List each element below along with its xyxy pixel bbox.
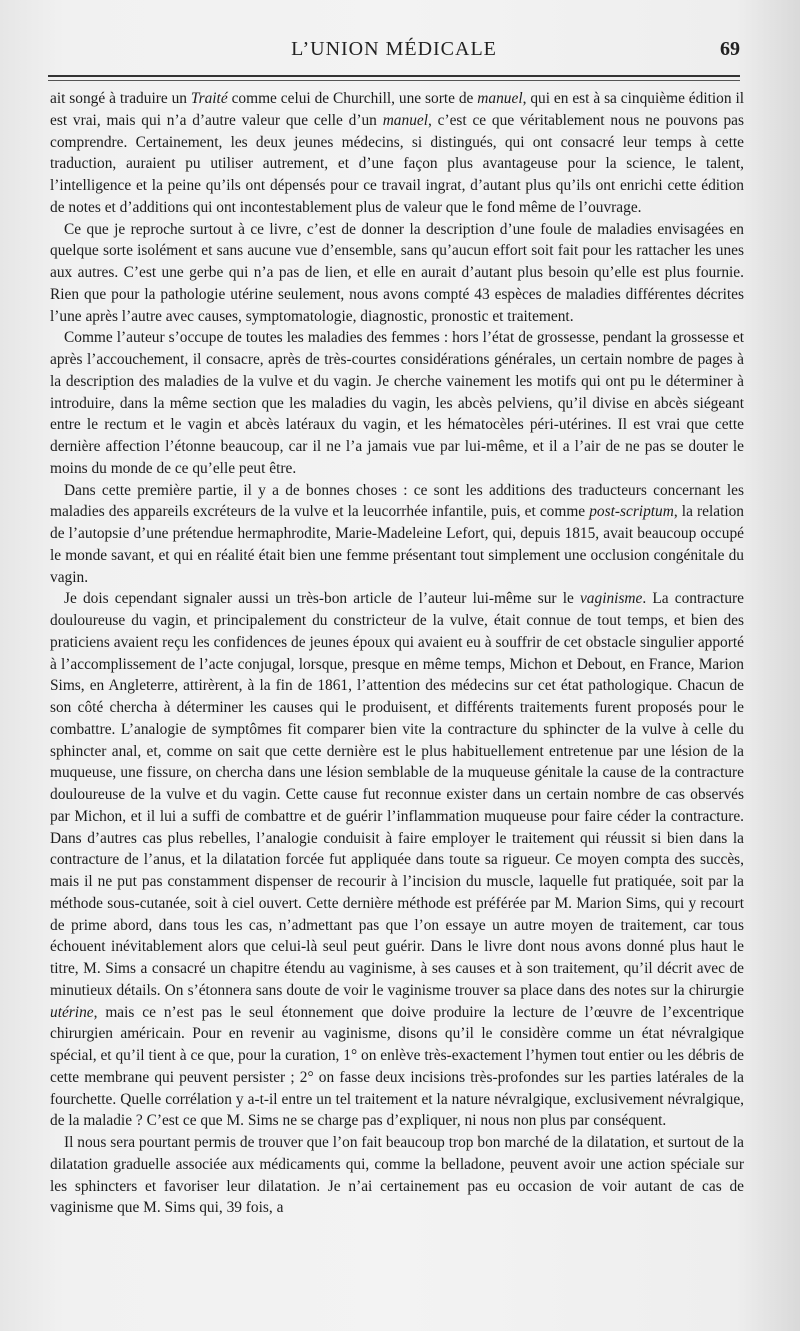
page-number: 69: [720, 38, 740, 60]
text-run: , qui en est à sa cinquième édition il est vrai, mais qui n’a d’autre valeur que celle d’un: [50, 90, 744, 129]
text-run-italic: post-scriptum: [589, 503, 674, 521]
running-title: L’UNION MÉDICALE: [291, 38, 497, 60]
paragraph-5: [50, 588, 744, 1132]
text-run-italic: Traité: [190, 90, 228, 107]
text-run: ait songé à traduire un: [50, 90, 191, 107]
paragraph-1: [50, 88, 744, 219]
text-run-italic: utérine: [50, 1003, 94, 1021]
page-header: [48, 38, 740, 68]
paragraph-3: Comme l’auteur s’occupe de toutes les maladies des femmes : hors l’état de grossesse, pendant la grossesse et après l’accouchement, il consacre, après de très-courtes considérations générales, un certain nombre de pages à la description des maladies de la vulve et du vagin. Je cherche vainement les motifs qui ont pu le déterminer à introduire, dans la même section que les maladies du vagin, les abcès pelviens, qu’il divise en abcès siégeant entre le rectum et le vagin et abcès latéraux du vagin, et les hématocèles péri-utérines. Il est vrai que cette dernière affection l’étonne beaucoup, car il ne l’a jamais vue par lui-même, et il a l’air de ne pas se douter le moins du monde de ce qu’elle peut être.: [50, 329, 744, 477]
text-run: , mais ce n’est pas le seul étonnement que doive produire la lecture de l’œuvre de l’excentrique chirurgien américain. Pour en revenir au vaginisme, disons qu’il le considère comme un état névralgique spécial, et qu’il tient à ce que, pour la curation, 1° on enlève très-exactement l’hymen tout entier ou les débris de cette membrane qui peuvent persister ; 2° on fasse deux incisions très-profondes sur les parties latérales de la fourchette. Quelle corrélation y a-t-il entre un tel traitement et la nature névralgique, exclusivement névralgique, de la maladie ? C’est ce que M. Sims ne se charge pas d’expliquer, ni nous non plus par conséquent.: [50, 1003, 744, 1130]
text-run: , la relation de l’autopsie d’une prétendue hermaphrodite, Marie-Madeleine Lefort, qui, depuis 1815, avait beaucoup occupé le monde savant, et qui en réalité était bien une femme présentant tout simplement une occlusion congénitale du vagin.: [50, 503, 745, 586]
header-rule-thin: [48, 80, 740, 81]
text-run-italic: manuel: [477, 90, 523, 107]
paragraph-2: Ce que je reproche surtout à ce livre, c’est de donner la description d’une foule de maladies envisagées en quelque sorte isolément et sans aucune vue d’ensemble, sans qu’aucun effort soit fait pour les rattacher les unes aux autres. C’est une gerbe qui n’a pas de lien, et elle en aurait d’autant plus besoin qu’elle est plus fournie. Rien que pour la pathologie utérine seulement, nous avons compté 43 espèces de maladies différentes décrites l’une après l’autre avec causes, symptomatologie, diagnostic, pronostic et traitement.: [50, 220, 744, 325]
text-run: Dans cette première partie, il y a de bonnes choses : ce sont les additions des traducteurs concernant les maladies des appareils excréteurs de la vulve et la leucorrhée infantile, puis, et comme: [50, 481, 744, 521]
text-run: , c’est ce que véritablement nous ne pouvons pas comprendre. Certainement, les deux jeunes médecins, si distingués, qui ont consacré leur temps à cette traduction, auraient pu utiliser autrement, et d’une façon plus avantageuse pour la science, le talent, l’intelligence et la peine qu’ils ont dépensés pour ce travail ingrat, d’autant plus qu’ils ont enrichi cette édition de notes et d’additions qui ont incontestablement plus de valeur que le fond même de l’ouvrage.: [50, 111, 744, 216]
paragraph-4: [50, 480, 744, 589]
paragraph-6: Il nous sera pourtant permis de trouver que l’on fait beaucoup trop bon marché de la dilatation, et surtout de la dilatation graduelle associée aux médicaments qui, comme la belladone, peuvent avoir une action spéciale sur les sphincters et favoriser leur dilatation. Je n’ai certainement pas eu occasion de voir autant de cas de vaginisme que M. Sims qui, 39 fois, a: [50, 1134, 744, 1217]
text-run: . La contracture douloureuse du vagin, et principalement du constricteur de la vulve, était connue de tout temps, et bien des praticiens avaient reçu les confidences de jeunes époux qui avaient eu à souffrir de cet obstacle singulier apporté à l’accomplissement de l’acte conjugal, lorsque, presque en même temps, Michon et Debout, en France, Marion Sims, en Angleterre, attirèrent, à la fin de 1861, l’attention des médecins sur cet état pathologique. Chacun de son côté chercha à déterminer les causes qui le produisent, et différents traitements furent proposés pour le combattre. L’analogie de symptômes fit comparer bien vite la contracture du sphincter de la vulve à celle du sphincter anal, et, comme on sait que cette dernière est le plus habituellement entretenue par une lésion de la muqueuse, une fissure, on chercha dans une lésion semblable de la muqueuse génitale la cause de la contracture douloureuse de la vulve et du vagin. Cette cause fut reconnue exister dans un certain nombre de cas observés par Michon, et il lui a suffi de combattre et de guérir l’inflammation muqueuse pour faire céder la contracture. Dans d’autres cas plus rebelles, l’analogie conduisit à faire employer le traitement qui réussit si bien dans la contracture de l’anus, et la dilatation forcée fut appliquée dans toute sa rigueur. Ce moyen compta des succès, mais il ne put pas constamment dispenser de recourir à l’incision du muscle, laquelle fut pratiquée, soit par la méthode sous-cutanée, soit à ciel ouvert. Cette dernière méthode est préférée par M. Marion Sims, qui y recourt de prime abord, dans tous les cas, n’admettant pas que l’on essaye un autre moyen de traitement, car tous échouent inévitablement alors que celui-là seul peut guérir. Dans le livre dont nous avons donné plus haut le titre, M. Sims a consacré un chapitre étendu au vaginisme, à ses causes et à son traitement, qu’il décrit avec de minutieux détails. On s’étonnera sans doute de voir le vaginisme trouver sa place dans des notes sur la chirurgie: [50, 590, 744, 999]
header-rule: [48, 75, 740, 77]
text-run-italic: manuel: [382, 111, 428, 129]
text-run: Je dois cependant signaler aussi un très-bon article de l’auteur lui-même sur le: [64, 590, 580, 608]
text-run: comme celui de Churchill, une sorte de: [227, 90, 478, 107]
article-body: [50, 88, 744, 1219]
text-run-italic: vaginisme: [579, 590, 643, 608]
